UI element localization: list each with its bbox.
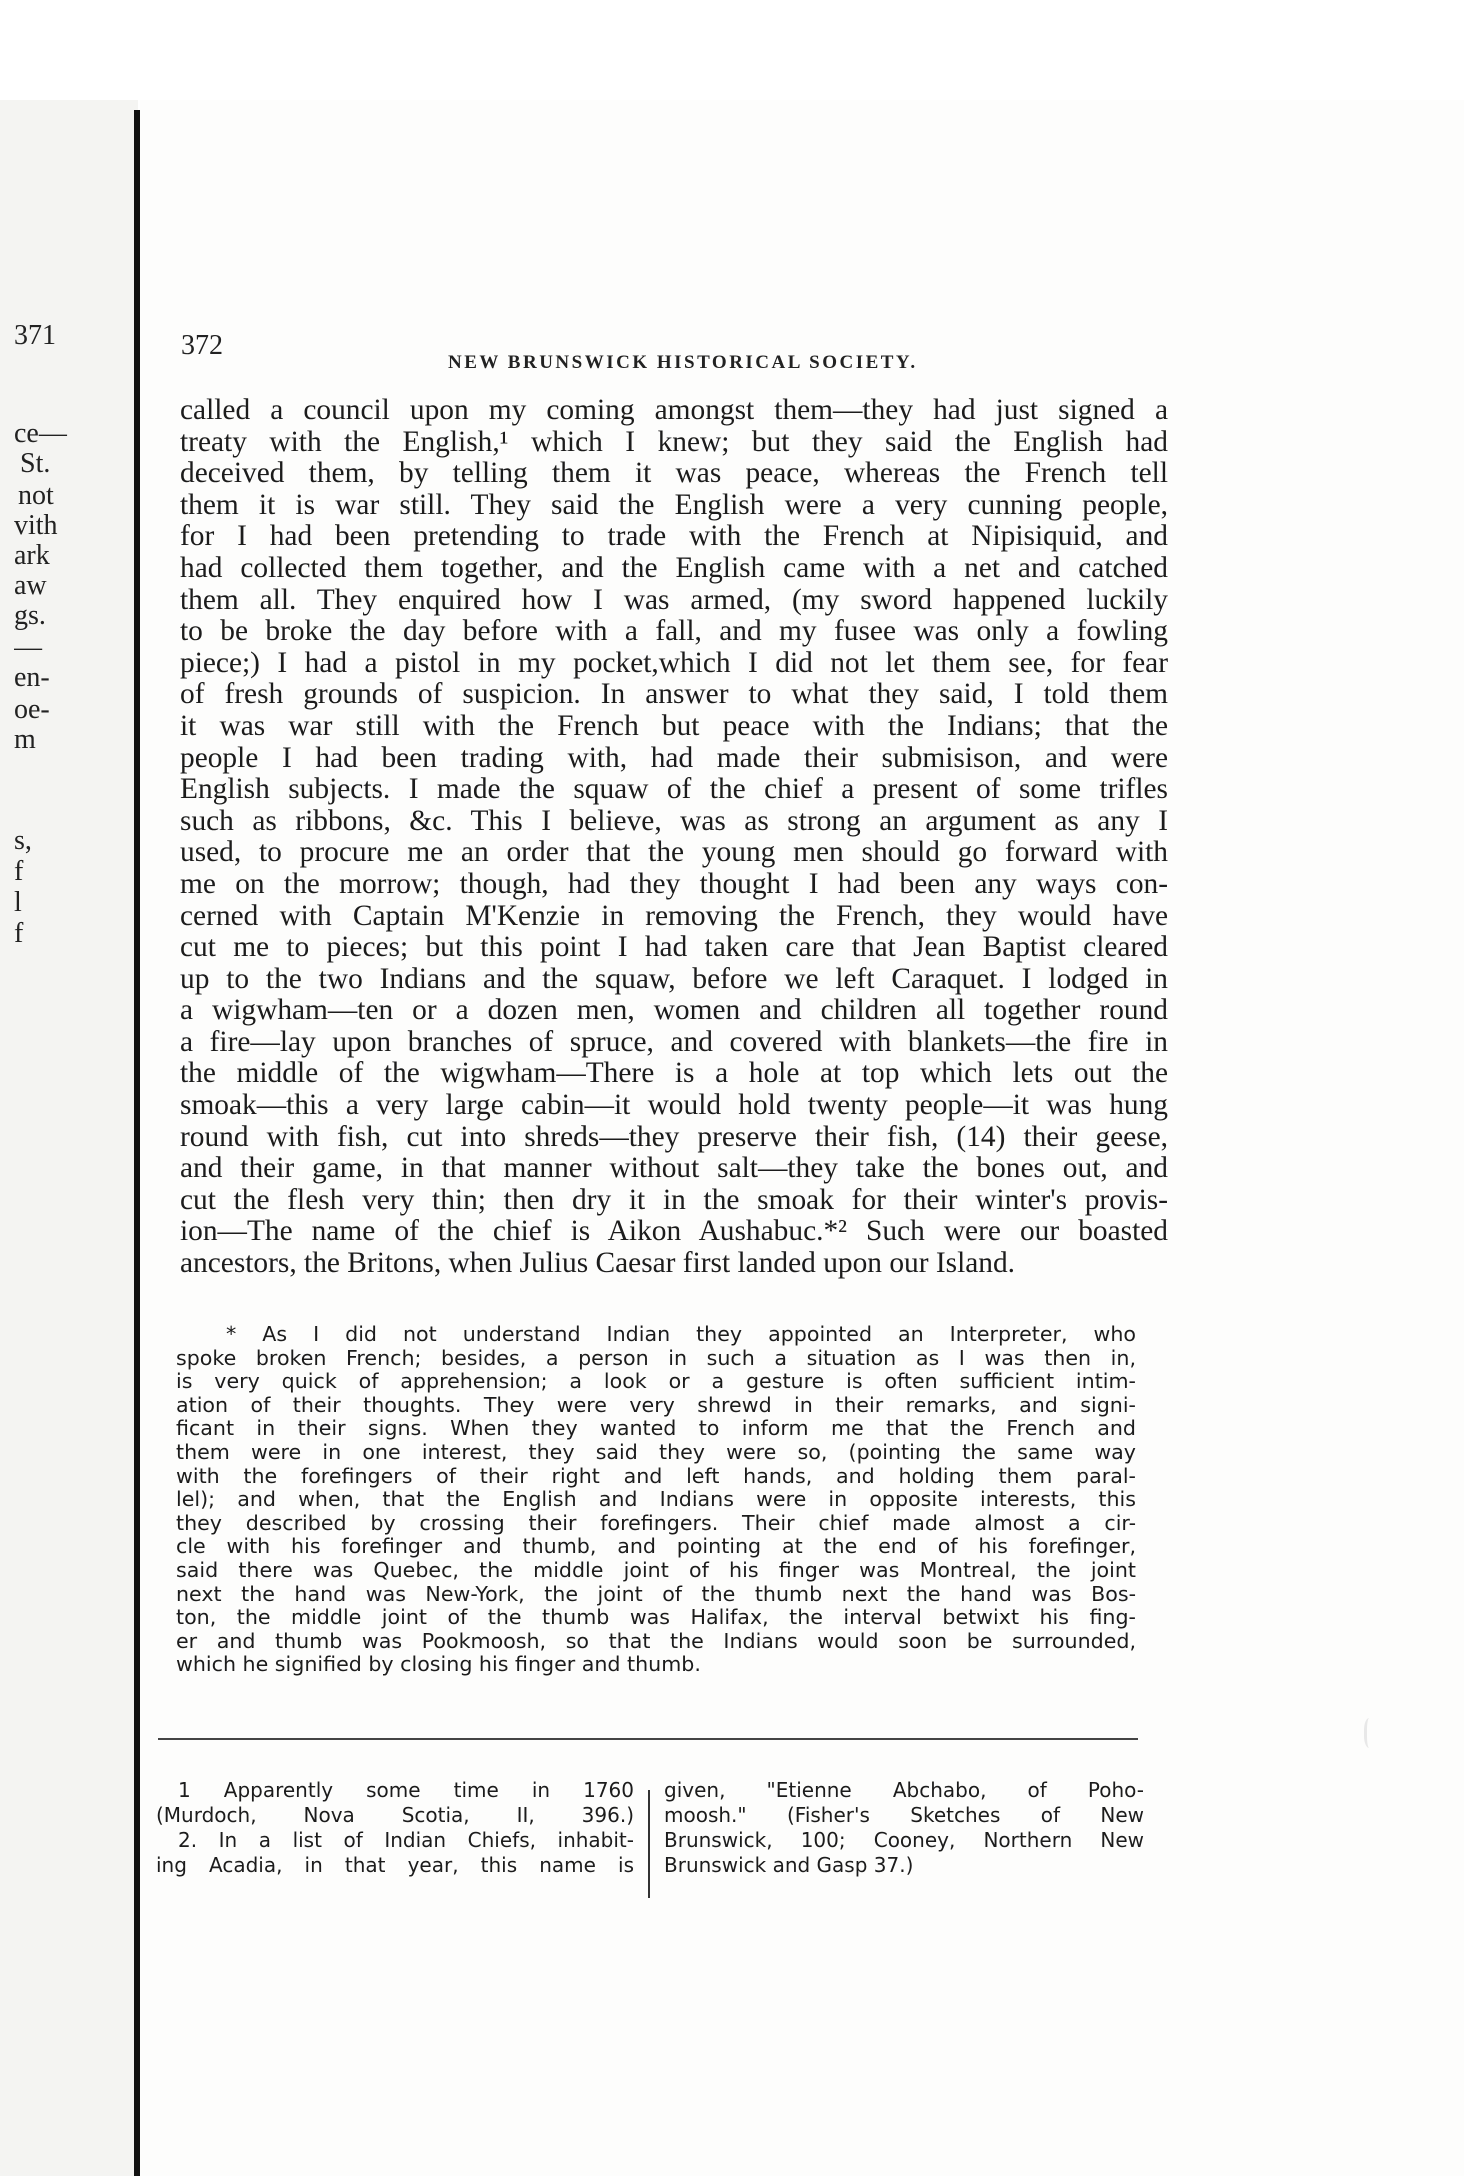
body-line: deceived them, by telling them it was peace, whereas the French tell xyxy=(180,457,1168,490)
footnote-line: is very quick of apprehension; a look or a gesture is often sufficient intim- xyxy=(176,1369,1136,1394)
footnote-line: er and thumb was Pookmoosh, so that the Indians would soon be surrounded, xyxy=(176,1628,1136,1653)
body-line: had collected them together, and the English came with a net and catched xyxy=(180,551,1168,584)
body-line: of fresh grounds of suspicion. In answer to what they said, I told them xyxy=(180,678,1168,711)
previous-page-fragment: ark xyxy=(14,540,50,571)
footnote-line: lel); and when, that the English and Indians were in opposite interests, this xyxy=(176,1487,1136,1512)
body-line: me on the morrow; though, had they thought I had been any ways con- xyxy=(180,867,1168,900)
footnote-rule xyxy=(158,1738,1138,1740)
numbered-notes-left-column xyxy=(156,1778,634,1878)
body-line: it was war still with the French but peace with the Indians; that the xyxy=(180,709,1168,742)
body-line: such as ribbons, &c. This I believe, was as strong an argument as any I xyxy=(180,804,1168,837)
note-line: 2. In a list of Indian Chiefs, inhabit- xyxy=(178,1828,634,1852)
scan-mark xyxy=(1364,1718,1377,1748)
previous-page-fragment: l xyxy=(14,887,22,918)
body-line: used, to procure me an order that the young men should go forward with xyxy=(180,836,1168,869)
previous-page-fragment: s, xyxy=(14,825,32,856)
previous-page-fragment: vith xyxy=(14,510,58,541)
asterisk-footnote xyxy=(176,1323,1136,1677)
previous-page-fragment: oe- xyxy=(14,694,50,725)
footnote-line: which he signified by closing his finger and thumb. xyxy=(176,1652,701,1677)
body-line: for I had been pretending to trade with the French at Nipisiquid, and xyxy=(180,520,1168,553)
previous-page-folio: 371 xyxy=(14,320,56,351)
body-text xyxy=(180,395,1168,1280)
footnote-line: * As I did not understand Indian they appointed an Interpreter, who xyxy=(226,1322,1136,1346)
column-divider xyxy=(648,1790,650,1898)
body-line: the middle of the wigwham—There is a hole at top which lets out the xyxy=(180,1057,1168,1090)
body-line: a wigwham—ten or a dozen men, women and children all together round xyxy=(180,994,1168,1027)
body-line: them all. They enquired how I was armed, (my sword happened luckily xyxy=(180,583,1168,616)
note-line: given, "Etienne Abchabo, of Poho- xyxy=(664,1778,1144,1802)
footnote-line: ation of their thoughts. They were very shrewd in their remarks, and signi- xyxy=(176,1392,1136,1417)
running-head: NEW BRUNSWICK HISTORICAL SOCIETY. xyxy=(448,352,918,373)
footnote-line: they described by crossing their forefingers. Their chief made almost a cir- xyxy=(176,1510,1136,1535)
footnote-line: cle with his forefinger and thumb, and pointing at the end of his forefinger, xyxy=(176,1534,1136,1559)
previous-page-fragment: en- xyxy=(14,662,50,693)
previous-page-fragment: not xyxy=(18,480,54,511)
footnote-line: next the hand was New-York, the joint of the thumb next the hand was Bos- xyxy=(176,1581,1136,1606)
previous-page-fragment: aw xyxy=(14,570,47,601)
footnote-line: them were in one interest, they said they were so, (pointing the same way xyxy=(176,1439,1136,1464)
numbered-notes-right-column xyxy=(664,1778,1144,1878)
body-line: cut the flesh very thin; then dry it in the smoak for their winter's provis- xyxy=(180,1183,1168,1216)
note-line: ing Acadia, in that year, this name is xyxy=(156,1853,634,1877)
footnote-line: said there was Quebec, the middle joint of his finger was Montreal, the joint xyxy=(176,1557,1136,1582)
body-line: treaty with the English,¹ which I knew; but they said the English had xyxy=(180,425,1168,458)
body-line: up to the two Indians and the squaw, before we left Caraquet. I lodged in xyxy=(180,962,1168,995)
footnote-line: ton, the middle joint of the thumb was Halifax, the interval betwixt his fing- xyxy=(176,1605,1136,1630)
previous-page-fragment: f xyxy=(14,856,24,887)
note-line: Brunswick, 100; Cooney, Northern New xyxy=(664,1828,1144,1852)
body-line: cerned with Captain M'Kenzie in removing the French, they would have xyxy=(180,899,1168,932)
body-line: ion—The name of the chief is Aikon Aushabuc.*² Such were our boasted xyxy=(180,1215,1168,1248)
body-line: smoak—this a very large cabin—it would hold twenty people—it was hung xyxy=(180,1089,1168,1122)
body-line: ancestors, the Britons, when Julius Caesar first landed upon our Island. xyxy=(180,1247,1016,1280)
previous-page-fragment: St. xyxy=(20,448,51,479)
body-line: cut me to pieces; but this point I had taken care that Jean Baptist cleared xyxy=(180,931,1168,964)
body-line: to be broke the day before with a fall, and my fusee was only a fowling xyxy=(180,615,1168,648)
footnote-line: spoke broken French; besides, a person in such a situation as I was then in, xyxy=(176,1345,1136,1370)
body-line: called a council upon my coming amongst them—they had just signed a xyxy=(180,394,1168,426)
note-line: moosh." (Fisher's Sketches of New xyxy=(664,1803,1144,1827)
note-line: 1 Apparently some time in 1760 xyxy=(178,1778,634,1802)
body-line: people I had been trading with, had made their submisison, and were xyxy=(180,741,1168,774)
body-line: a fire—lay upon branches of spruce, and covered with blankets—the fire in xyxy=(180,1025,1168,1058)
page-number: 372 xyxy=(181,330,223,361)
previous-page-fragment: m xyxy=(14,724,36,755)
body-line: and their game, in that manner without salt—they take the bones out, and xyxy=(180,1152,1168,1185)
body-line: them it is war still. They said the English were a very cunning people, xyxy=(180,488,1168,521)
previous-page-fragment: f xyxy=(14,918,24,949)
body-line: round with fish, cut into shreds—they preserve their fish, (14) their geese, xyxy=(180,1120,1168,1153)
previous-page-edge xyxy=(0,100,138,2176)
body-line: English subjects. I made the squaw of the chief a present of some trifles xyxy=(180,773,1168,806)
footnote-line: with the forefingers of their right and left hands, and holding them paral- xyxy=(176,1463,1136,1488)
previous-page-fragment: ce— xyxy=(14,418,67,449)
note-line: Brunswick and Gasp 37.) xyxy=(664,1853,914,1877)
footnote-line: ficant in their signs. When they wanted to inform me that the French and xyxy=(176,1416,1136,1441)
previous-page-fragment: — xyxy=(14,632,42,663)
body-line: piece;) I had a pistol in my pocket,which I did not let them see, for fear xyxy=(180,646,1168,679)
note-line: (Murdoch, Nova Scotia, II, 396.) xyxy=(156,1803,634,1827)
previous-page-fragment: gs. xyxy=(14,600,46,631)
